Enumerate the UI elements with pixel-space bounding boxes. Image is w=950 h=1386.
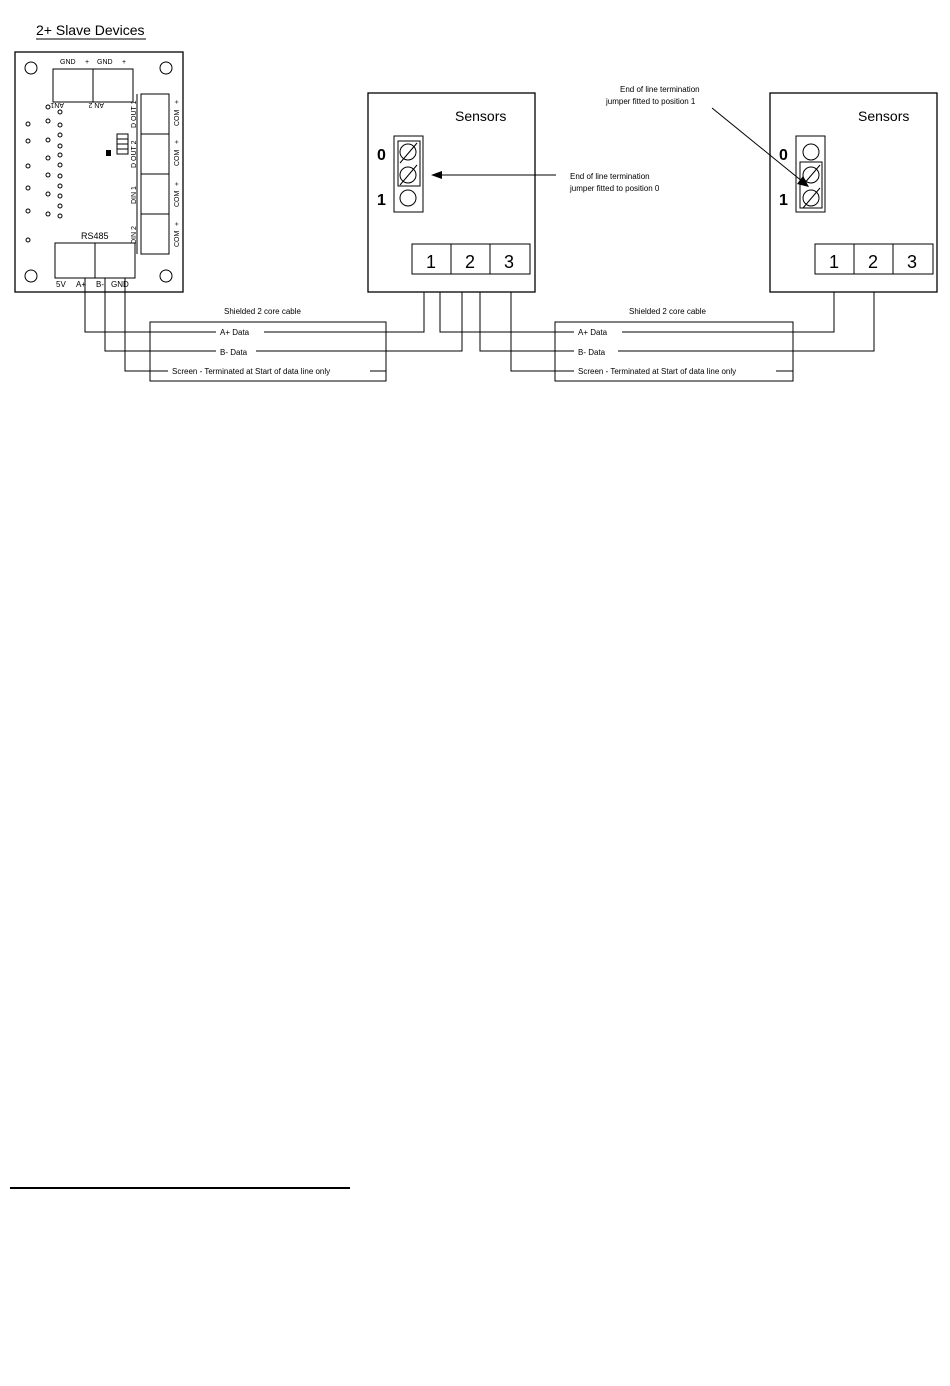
wire-label-screen: Screen - Terminated at Start of data line only	[578, 367, 737, 376]
jumper-label-1: 1	[377, 192, 386, 209]
terminal-label: +	[85, 59, 90, 66]
terminal-com: COM	[174, 190, 181, 207]
cable-segment-2	[440, 292, 874, 381]
jumper-label-1: 1	[779, 192, 788, 209]
terminal-com: COM	[174, 230, 181, 247]
bus-terminal-label: GND	[111, 280, 129, 289]
terminal-plus: +	[174, 181, 181, 186]
controller-outline	[15, 52, 183, 292]
diagram-title: 2+ Slave Devices	[36, 22, 145, 38]
wire-label-b: B- Data	[578, 348, 606, 357]
termination-note: End of line termination	[620, 85, 700, 94]
sensor-title: Sensors	[858, 108, 910, 124]
terminal-com: COM	[174, 149, 181, 166]
arrow-head	[431, 171, 442, 179]
mounting-hole	[25, 62, 37, 74]
cable-title: Shielded 2 core cable	[224, 307, 301, 316]
sensor-terminal: 1	[426, 252, 437, 272]
terminal-plus: +	[174, 139, 181, 144]
mounting-hole	[25, 270, 37, 282]
pin-header	[26, 105, 62, 242]
terminal-name: DIN 1	[131, 186, 138, 204]
terminal-plus: +	[174, 99, 181, 104]
terminal-name: D OUT 1	[131, 100, 138, 128]
jumper-pin	[400, 190, 416, 206]
sensor-unit-1	[368, 93, 535, 292]
mounting-hole	[160, 270, 172, 282]
wire-label-a: A+ Data	[578, 328, 608, 337]
terminal-label: GND	[97, 59, 113, 66]
wire-label-a: A+ Data	[220, 328, 250, 337]
analog-input-label: AN1	[50, 101, 64, 108]
sensor-unit-2	[770, 93, 937, 292]
bus-terminal-label: B-	[96, 280, 104, 289]
cable-title: Shielded 2 core cable	[629, 307, 706, 316]
termination-note: End of line termination	[570, 172, 650, 181]
analog-input-label: AN 2	[88, 101, 104, 108]
mounting-hole	[160, 62, 172, 74]
jumper-label-0: 0	[779, 147, 788, 164]
bus-terminal-label: A+	[76, 280, 87, 289]
wire-label-b: B- Data	[220, 348, 248, 357]
component-marker	[106, 150, 111, 156]
annotation-arrow	[712, 108, 803, 182]
rs485-label: RS485	[81, 231, 109, 241]
terminal-name: D OUT 2	[131, 140, 138, 168]
wire-a	[440, 292, 574, 332]
sensor-terminal: 3	[504, 252, 515, 272]
controller-board	[15, 52, 183, 292]
sensor-terminal: 3	[907, 252, 918, 272]
sensor-terminal: 1	[829, 252, 840, 272]
terminal-label: GND	[60, 59, 76, 66]
jumper-label-0: 0	[377, 147, 386, 164]
terminal-name: DIN 2	[131, 226, 138, 244]
terminal-com: COM	[174, 109, 181, 126]
sensor-terminal: 2	[465, 252, 476, 272]
terminal-plus: +	[174, 221, 181, 226]
terminal-label: +	[122, 59, 127, 66]
jumper-pin	[803, 144, 819, 160]
sensor-terminal: 2	[868, 252, 879, 272]
sensor-title: Sensors	[455, 108, 507, 124]
wire-label-screen: Screen - Terminated at Start of data line only	[172, 367, 331, 376]
cable-segment-1	[85, 278, 462, 381]
termination-note: jumper fitted to position 0	[570, 184, 660, 193]
termination-note: jumper fitted to position 1	[606, 97, 696, 106]
bus-terminal-label: 5V	[56, 280, 66, 289]
